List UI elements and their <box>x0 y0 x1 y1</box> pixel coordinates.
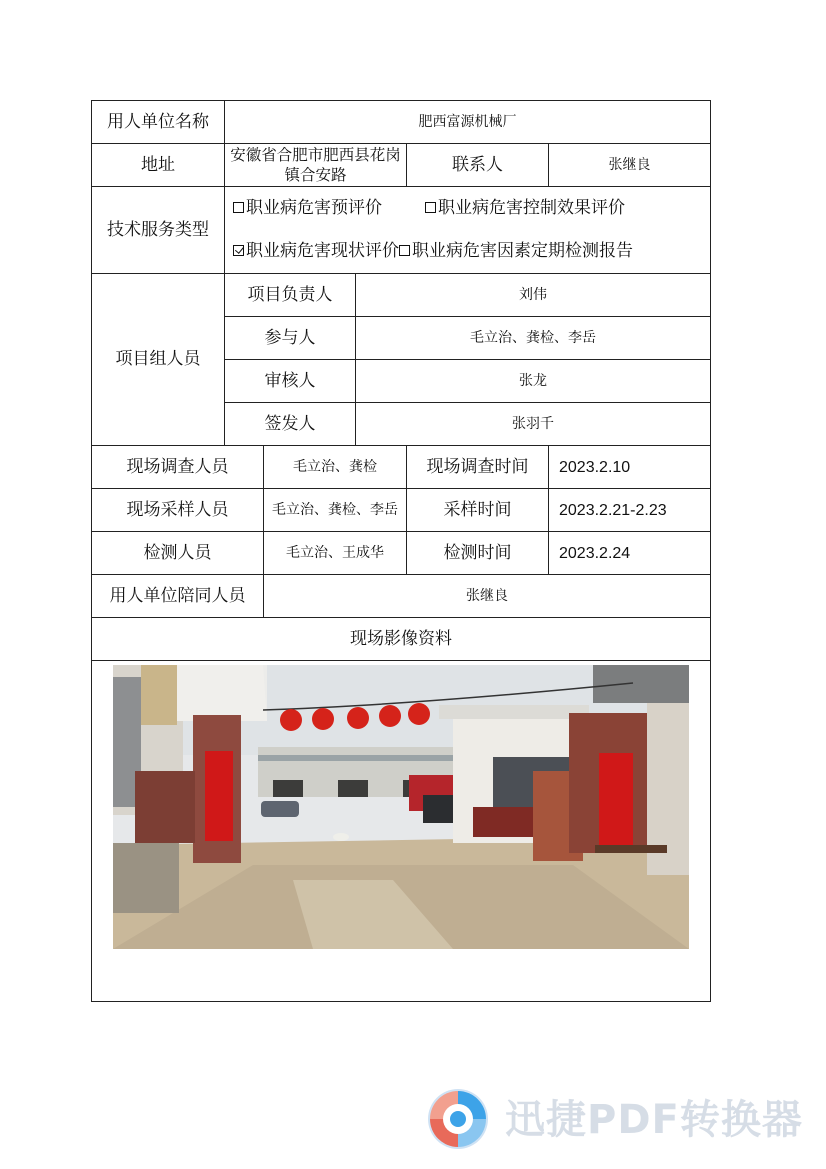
service-option-pre-evaluation[interactable]: 职业病危害预评价 <box>233 187 425 230</box>
survey-time-label: 现场调查时间 <box>407 446 549 489</box>
info-table <box>91 100 711 1002</box>
testing-staff-label: 检测人员 <box>92 532 264 575</box>
sampling-time: 2023.2.21-2.23 <box>549 489 711 532</box>
team-name: 毛立治、龚检、李岳 <box>356 317 711 360</box>
team-label: 项目组人员 <box>92 274 225 446</box>
testing-time-label: 检测时间 <box>407 532 549 575</box>
checkbox-icon[interactable] <box>399 245 410 256</box>
watermark-text: 迅捷PDF转换器 <box>505 1097 803 1143</box>
team-name: 张龙 <box>356 360 711 403</box>
testing-staff: 毛立治、王成华 <box>264 532 407 575</box>
checked-checkbox-icon[interactable] <box>233 245 244 256</box>
team-role: 参与人 <box>225 317 356 360</box>
team-role: 项目负责人 <box>225 274 356 317</box>
checkbox-icon[interactable] <box>425 202 436 213</box>
team-name: 刘伟 <box>356 274 711 317</box>
site-photo <box>113 665 689 949</box>
sampling-staff: 毛立治、龚检、李岳 <box>264 489 407 532</box>
employer-value: 肥西富源机械厂 <box>225 101 711 144</box>
photo-section-title: 现场影像资料 <box>92 618 711 661</box>
team-role: 审核人 <box>225 360 356 403</box>
sampling-staff-label: 现场采样人员 <box>92 489 264 532</box>
contact-value: 张继良 <box>549 144 711 187</box>
xunjie-pdf-logo-icon <box>427 1088 489 1150</box>
service-option-periodic-testing[interactable]: 职业病危害因素定期检测报告 <box>399 230 633 273</box>
survey-staff-label: 现场调查人员 <box>92 446 264 489</box>
watermark <box>427 1088 807 1154</box>
employer-label: 用人单位名称 <box>92 101 225 144</box>
checkbox-icon[interactable] <box>233 202 244 213</box>
escort-value: 张继良 <box>264 575 711 618</box>
service-option-status-evaluation[interactable]: 职业病危害现状评价 <box>233 230 399 273</box>
testing-time: 2023.2.24 <box>549 532 711 575</box>
service-type-label: 技术服务类型 <box>92 187 225 274</box>
escort-label: 用人单位陪同人员 <box>92 575 264 618</box>
contact-label: 联系人 <box>407 144 549 187</box>
service-type-options <box>225 187 711 274</box>
address-label: 地址 <box>92 144 225 187</box>
survey-time: 2023.2.10 <box>549 446 711 489</box>
sampling-time-label: 采样时间 <box>407 489 549 532</box>
photo-cell <box>92 661 711 1002</box>
address-value: 安徽省合肥市肥西县花岗镇合安路 <box>225 144 407 187</box>
team-role: 签发人 <box>225 403 356 446</box>
survey-staff: 毛立治、龚检 <box>264 446 407 489</box>
service-option-control-effect[interactable]: 职业病危害控制效果评价 <box>425 187 625 230</box>
team-name: 张羽千 <box>356 403 711 446</box>
